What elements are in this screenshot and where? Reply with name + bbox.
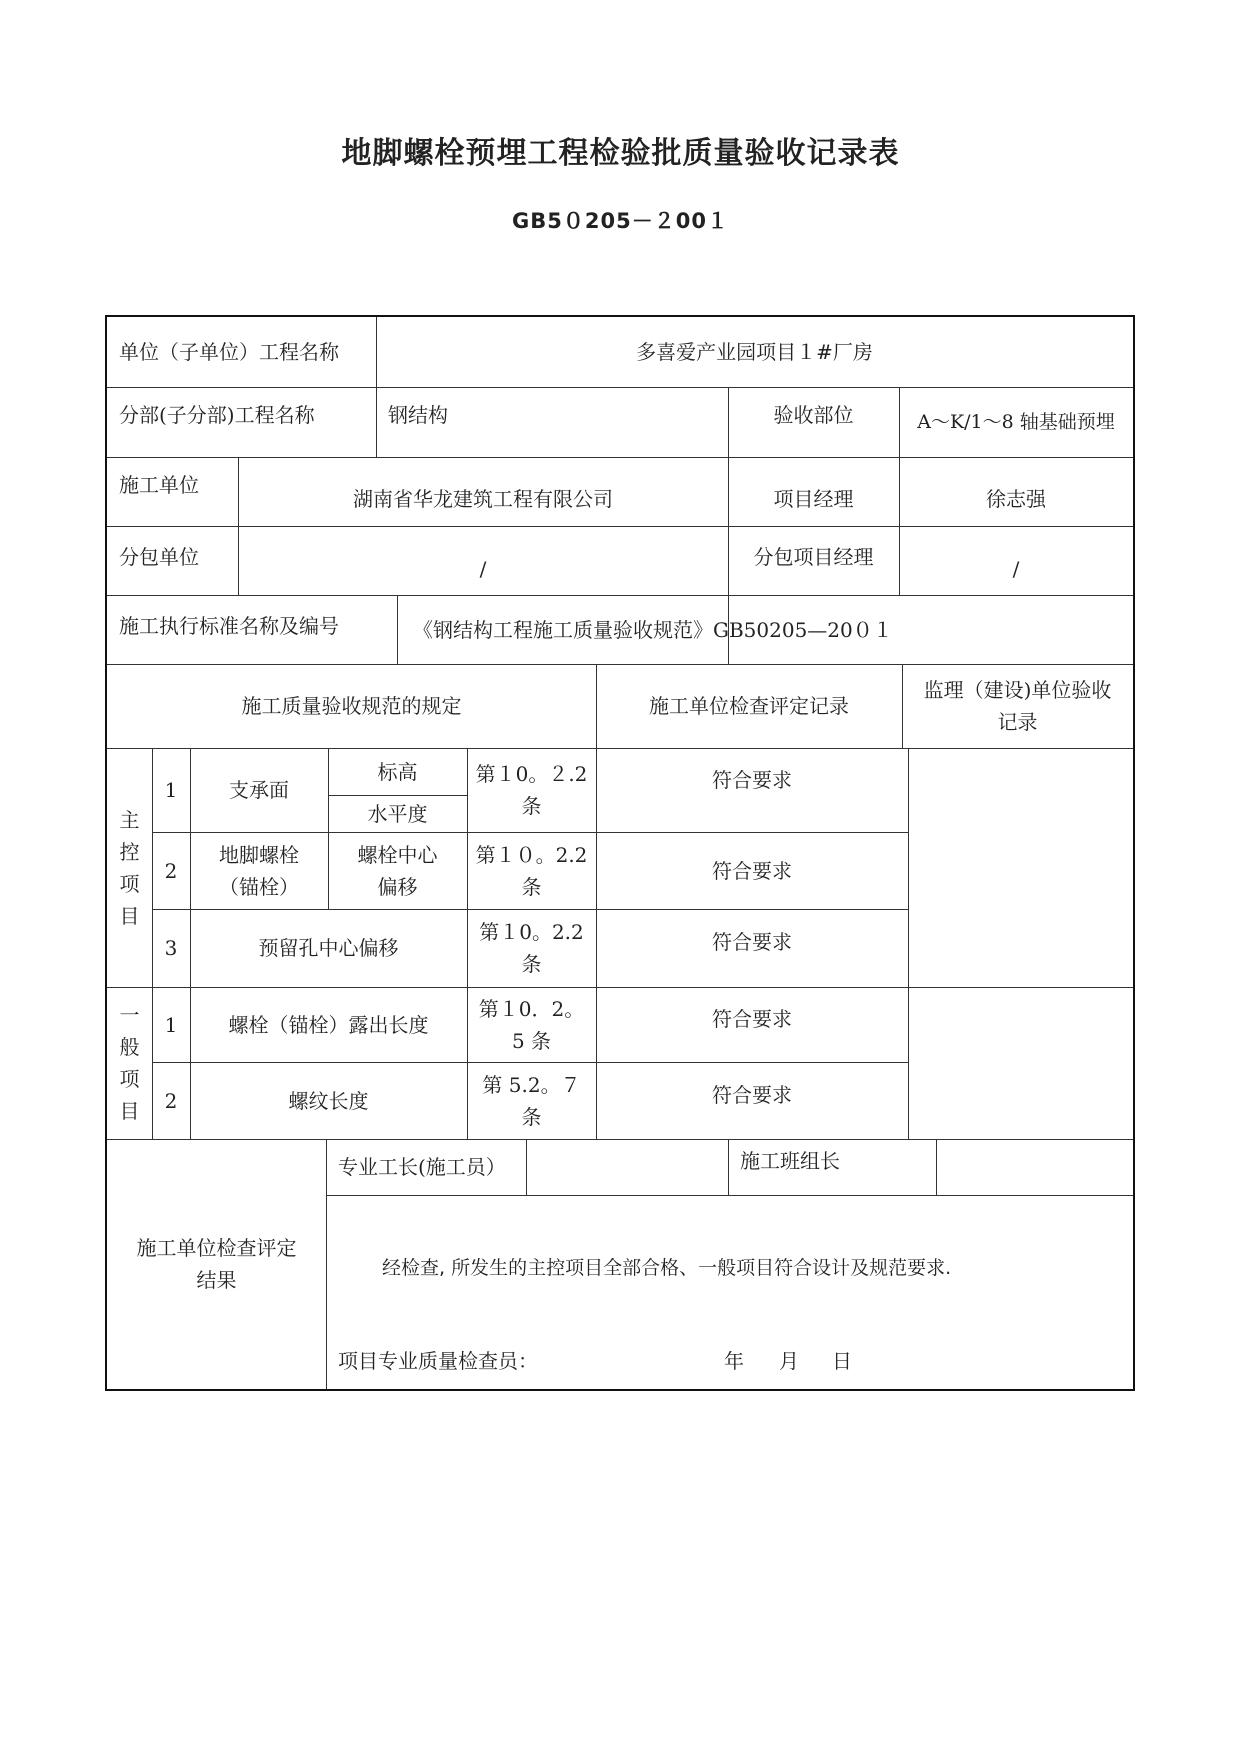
main-row-1-sub-elevation: 标高 [377, 759, 418, 784]
standard-value: 《钢结构工程施工质量验收规范》GB50205—20０１ [413, 617, 893, 642]
main-row-1-no: 1 [164, 778, 178, 802]
general-row-1-clause: 第１0．2。5 条 [478, 996, 585, 1053]
subcontractor-value: / [479, 556, 487, 581]
main-row-1-sub-levelness: 水平度 [367, 801, 428, 826]
main-row-2-clause: 第１０。2.2 条 [475, 842, 588, 899]
date-day: 日 [832, 1349, 852, 1373]
unit-project-value: 多喜爱产业园项目１#厂房 [636, 340, 873, 364]
sub-project-value: 钢结构 [388, 403, 448, 427]
main-row-2-item: 地脚螺栓（锚栓） [219, 842, 299, 899]
record-column-header: 施工单位检查评定记录 [649, 694, 849, 718]
project-manager-label: 项目经理 [773, 486, 854, 511]
spec-column-header: 施工质量验收规范的规定 [241, 694, 462, 718]
acceptance-part-value: A～K/1～8 轴基础预埋 [917, 411, 1115, 433]
main-row-1-result: 符合要求 [712, 768, 792, 792]
main-row-2-result: 符合要求 [712, 858, 792, 883]
construction-unit-value: 湖南省华龙建筑工程有限公司 [353, 486, 613, 511]
foreman-signature-field[interactable] [526, 1139, 728, 1195]
sub-manager-value: / [1012, 556, 1020, 581]
date-year: 年 [724, 1349, 744, 1373]
general-row-2-clause: 第 5.2。７条 [482, 1072, 581, 1129]
main-row-2-no: 2 [164, 858, 178, 883]
standard-code: GB5０205－２00１ [512, 209, 729, 233]
sub-manager-label: 分包项目经理 [753, 544, 874, 569]
subcontractor-label: 分包单位 [119, 544, 199, 569]
general-row-1-result: 符合要求 [712, 1006, 792, 1031]
general-row-2-item: 螺纹长度 [288, 1088, 369, 1113]
general-row-1-no: 1 [164, 1012, 178, 1037]
supervision-column-header: 监理（建设)单位验收记录 [923, 678, 1112, 734]
document-title: 地脚螺栓预埋工程检验批质量验收记录表 [341, 136, 900, 171]
main-row-2-sub: 螺栓中心偏移 [357, 842, 438, 899]
main-row-3-item: 预留孔中心偏移 [258, 936, 399, 960]
main-row-1-item: 支承面 [229, 778, 289, 802]
general-items-label: 一般项目 [119, 1003, 140, 1123]
inspection-record-table [105, 315, 1135, 1391]
main-row-3-no: 3 [164, 936, 178, 960]
inspector-label: 项目专业质量检查员： [338, 1349, 538, 1373]
main-row-3-result: 符合要求 [712, 930, 792, 954]
acceptance-part-label: 验收部位 [773, 403, 854, 427]
main-row-1-clause: 第１0。２.2 条 [475, 762, 588, 818]
general-row-2-no: 2 [164, 1088, 178, 1113]
general-row-1-item: 螺栓（锚栓）露出长度 [228, 1012, 429, 1037]
unit-project-label: 单位（子单位）工程名称 [119, 340, 339, 364]
sub-project-label: 分部(子分部)工程名称 [119, 403, 315, 427]
construction-unit-label: 施工单位 [119, 473, 199, 497]
check-result-label: 施工单位检查评定结果 [136, 1236, 297, 1292]
general-row-2-result: 符合要求 [712, 1082, 792, 1107]
project-manager-value: 徐志强 [986, 486, 1046, 511]
foreman-label: 专业工长(施工员） [338, 1155, 506, 1179]
standard-label: 施工执行标准名称及编号 [119, 613, 339, 638]
team-leader-signature-field[interactable] [936, 1139, 1133, 1195]
main-row-3-clause: 第１0。2.2 条 [479, 920, 584, 976]
team-leader-label: 施工班组长 [740, 1149, 840, 1173]
date-month: 月 [779, 1349, 799, 1373]
conclusion-text: 经检查, 所发生的主控项目全部合格、一般项目符合设计及规范要求. [382, 1257, 952, 1279]
main-items-label: 主控项目 [119, 807, 140, 928]
